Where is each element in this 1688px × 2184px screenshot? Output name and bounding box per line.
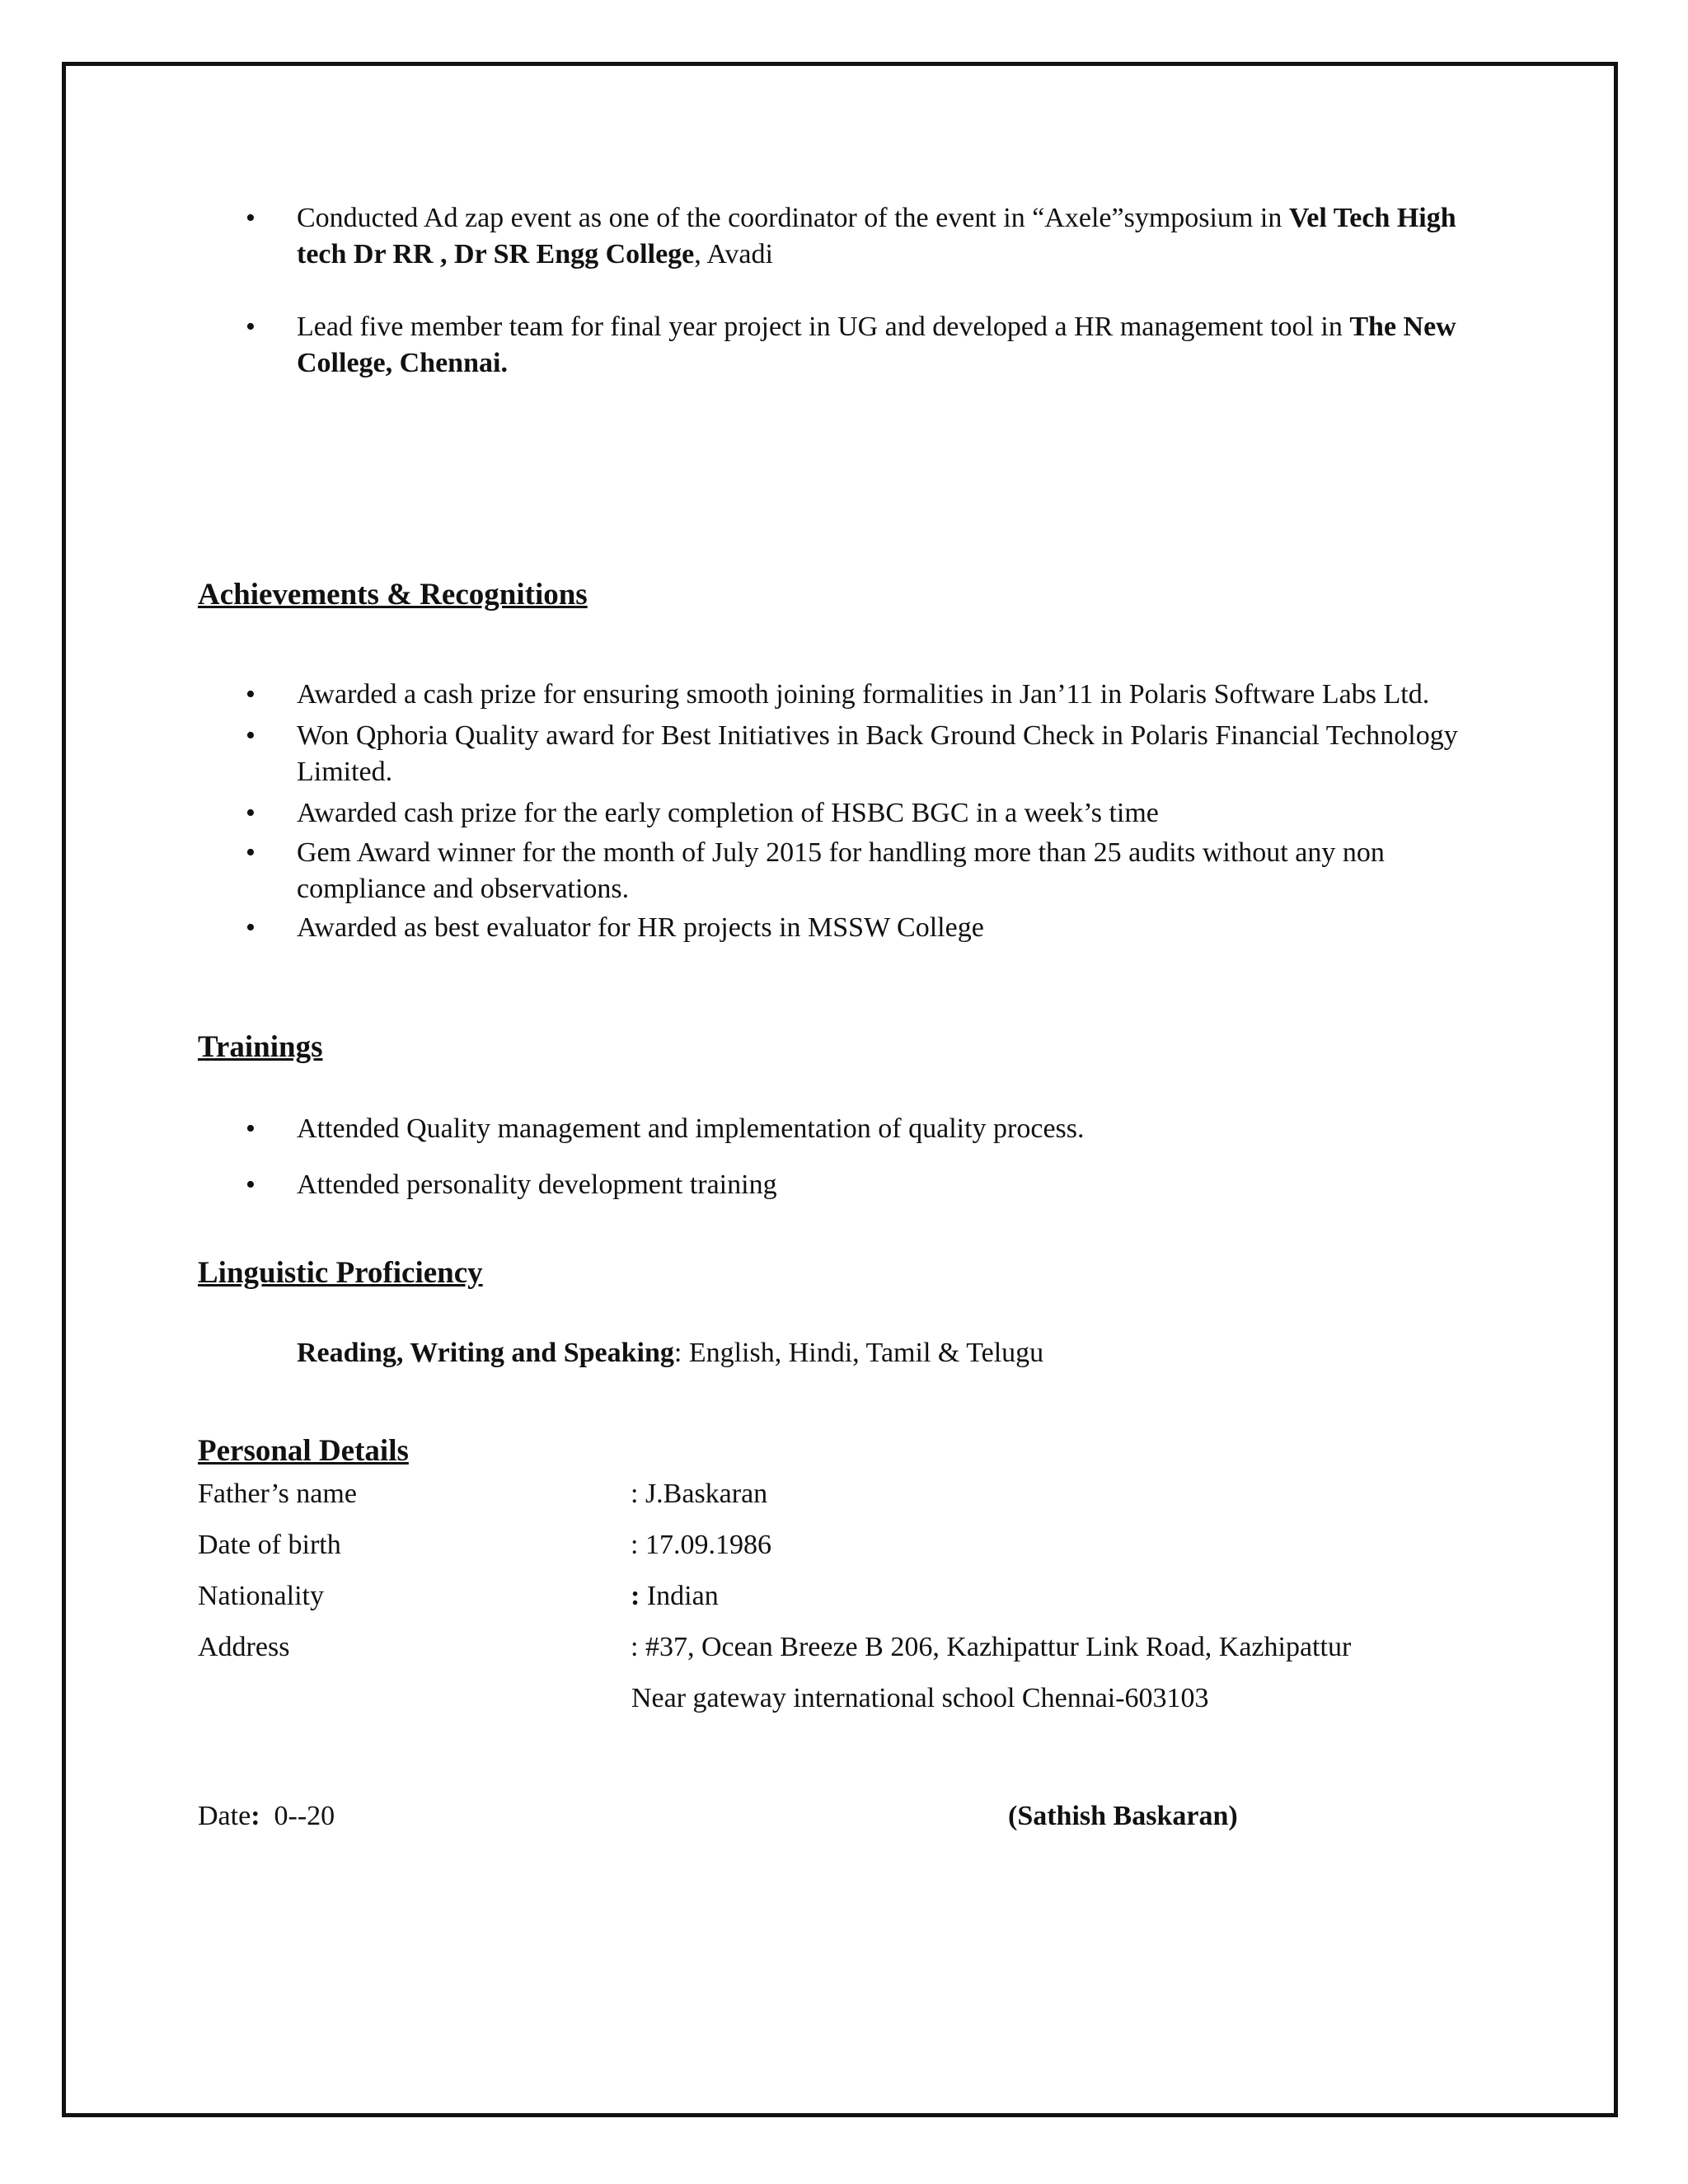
achievement-text: Gem Award winner for the month of July 2015 for handling more than 25 audits without any non compliance and observations. xyxy=(297,837,1385,904)
list-item xyxy=(198,718,1500,790)
achievements-list xyxy=(198,677,1500,946)
training-text: Attended personality development training xyxy=(297,1169,777,1200)
bullet-icon: • xyxy=(246,912,256,943)
date-value: 0--20 xyxy=(260,1801,335,1831)
fathers-name-label: Father’s name xyxy=(198,1479,357,1509)
training-text: Attended Quality management and implementation of quality process. xyxy=(297,1113,1085,1144)
list-item xyxy=(198,910,1500,946)
nationality-label: Nationality xyxy=(198,1581,324,1611)
address-label: Address xyxy=(198,1632,290,1662)
activity-text: Conducted Ad zap event as one of the coordinator of the event in “Axele”symposium in xyxy=(297,203,1289,233)
achievement-text: Awarded a cash prize for ensuring smooth joining formalities in Jan’11 in Polaris Software Labs Ltd. xyxy=(297,679,1430,710)
activity-bold-text: Vel Tech High tech Dr RR , Dr SR Engg College xyxy=(297,203,1456,269)
table-row xyxy=(198,1469,1351,1520)
activity-text: , Avadi xyxy=(694,239,773,269)
list-item xyxy=(198,200,1500,273)
fathers-name-value: : J.Baskaran xyxy=(631,1479,768,1509)
bullet-icon: • xyxy=(246,203,256,233)
linguistic-heading: Linguistic Proficiency xyxy=(198,1256,483,1290)
linguistic-label: Reading, Writing and Speaking xyxy=(297,1338,674,1368)
table-row xyxy=(198,1571,1351,1622)
dob-label: Date of birth xyxy=(198,1530,341,1560)
signature: (Sathish Baskaran) xyxy=(1008,1801,1238,1831)
resume-page-content xyxy=(198,198,1500,1835)
activity-bold-text: The New College, Chennai. xyxy=(297,312,1456,378)
personal-details-table xyxy=(198,1469,1351,1724)
personal-details-heading: Personal Details xyxy=(198,1434,409,1468)
bullet-icon: • xyxy=(246,679,256,710)
date-field xyxy=(198,1798,335,1835)
footer-line xyxy=(198,1798,1500,1835)
date-label: Date xyxy=(198,1801,251,1831)
achievement-text: Won Qphoria Quality award for Best Initiatives in Back Ground Check in Polaris Financial Technology Limited. xyxy=(297,720,1458,787)
activity-text: Lead five member team for final year project in UG and developed a HR management tool in xyxy=(297,312,1350,342)
list-item xyxy=(198,1111,1500,1147)
linguistic-value: : English, Hindi, Tamil & Telugu xyxy=(673,1338,1044,1368)
achievement-text: Awarded cash prize for the early completion of HSBC BGC in a week’s time xyxy=(297,798,1159,828)
address-line-1: : #37, Ocean Breeze B 206, Kazhipattur Link Road, Kazhipattur xyxy=(631,1632,1352,1662)
list-item xyxy=(198,1167,1500,1203)
bullet-icon: • xyxy=(246,312,256,342)
list-item xyxy=(198,835,1500,907)
list-item xyxy=(198,309,1500,382)
bullet-icon: • xyxy=(246,1113,256,1144)
trainings-list xyxy=(198,1111,1500,1203)
bullet-icon: • xyxy=(246,720,256,751)
table-row xyxy=(198,1622,1351,1724)
activities-list xyxy=(198,200,1500,382)
trainings-heading: Trainings xyxy=(198,1030,323,1064)
date-colon: : xyxy=(251,1801,260,1831)
bullet-icon: • xyxy=(246,837,256,868)
dob-value: : 17.09.1986 xyxy=(631,1530,771,1560)
list-item xyxy=(198,677,1500,713)
nationality-value: Indian xyxy=(640,1581,719,1611)
list-item xyxy=(198,795,1500,832)
nationality-cell xyxy=(631,1571,1351,1622)
bullet-icon: • xyxy=(246,1169,256,1200)
address-line-2: Near gateway international school Chennai-603103 xyxy=(631,1683,1209,1713)
nationality-colon: : xyxy=(631,1581,640,1611)
achievement-text: Awarded as best evaluator for HR projects in MSSW College xyxy=(297,912,984,943)
bullet-icon: • xyxy=(246,798,256,828)
table-row xyxy=(198,1520,1351,1571)
linguistic-line xyxy=(198,1335,1500,1371)
achievements-heading: Achievements & Recognitions xyxy=(198,578,588,612)
address-value xyxy=(631,1622,1351,1724)
